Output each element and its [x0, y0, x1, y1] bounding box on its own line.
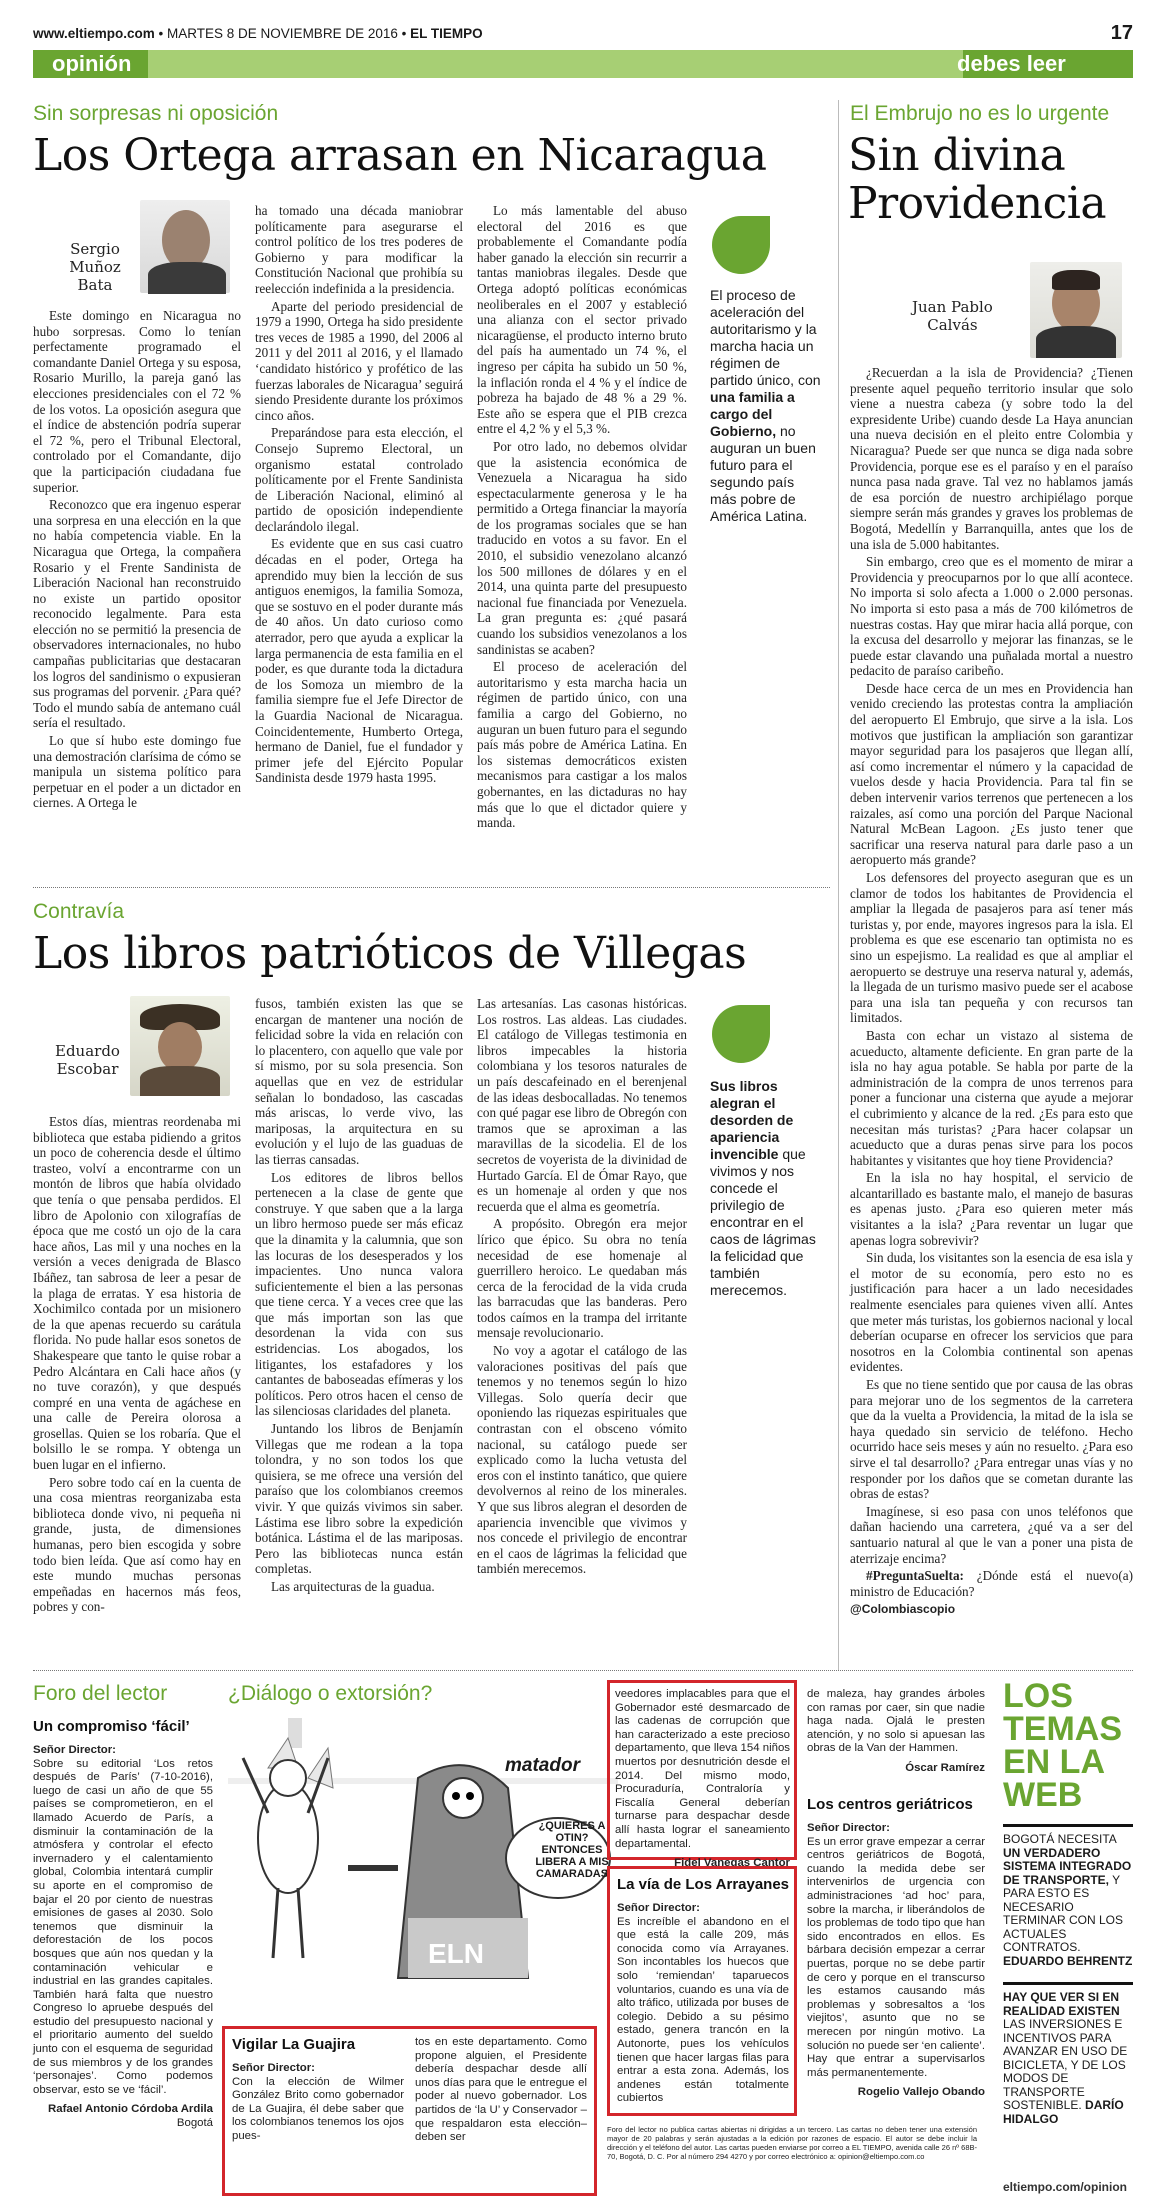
letter-title: Un compromiso ‘fácil’ [33, 1718, 190, 1735]
temas-item-behrentz[interactable]: BOGOTÁ NECESITA UN VERDADERO SISTEMA INTEGRADO DE TRANSPORTE, Y PARA ESTO ES NECESARIO TERMINAR CON LOS ACTUALES CONTRATOS. EDUARDO BEHRENTZ [1003, 1824, 1133, 1968]
header-date: MARTES 8 DE NOVIEMBRE DE 2016 [167, 26, 398, 41]
kicker-ortega: Sin sorpresas ni oposición [33, 102, 279, 125]
letter-geriatricos: Señor Director: Es un error grave empezar a cerrar centros geriátricos de Bogotá, cuando la medida debe ser intervenirlos de urgencia con administraciones ‘ad hoc’ para, sobre la marcha, ir liberándolos de los problemas de todo tipo que han sido encontrados en ellos. Es bárbara decisión empezar a cerrar puertas, porque no se debe partir de cero y porque en el transcurso les estamos causando más problemas y sobresaltos a ‘los viejitos’, asunto que no se merecen por ningún motivo. La solución no puede ser ‘en caliente’. Hay que entrar a supervisarlos más permanentemente. Rogelio Vallejo Obando [807, 1822, 985, 2099]
letter-title: Vigilar La Guajira [232, 2036, 356, 2053]
divider [33, 887, 830, 888]
ortega-col2: ha tomado una década maniobrar políticamente para asegurarse el control político de los tres poderes de Gobierno y para modificar la Constitución Nacional que prohibía su reelección indefinida a la presidencia. Aparte del periodo presidencial de 1979 a 1990, Ortega ha sido presidente tres veces de 1985 a 1990, del 2006 al 2011 y del 2011 al 2016, y el llamado ‘candidato histórico y profético de las fuerzas laborales de Nicaragua’ seguirá siendo Presidente durante los próximos cinco años. Preparándose para esta elección, el Consejo Supremo Electoral, un organismo estatal controlado políticamente por el Frente Sandinista de Liberación Nacional, eliminó al partido de oposición independiente declarándolo ilegal. Es evidente que en sus casi cuatro décadas en el poder, Ortega ha aprendido muy bien la lección de sus antiguos enemigos, la familia Somoza, que se sostuvo en el poder durante más de 40 años. Un dato curioso como aterrador, pero que ayuda a explicar la larga permanencia de esta familia en el poder, es que durante toda la dictadura de los Somoza un miembro de la familia siempre fue el Jefe Director de la Guardia Nacional de Nicaragua. Coincidentemente, Humberto Ortega, hermano de Daniel, fue el fundador y primer jefe del Ejército Popular Sandinista desde 1979 hasta 1995. [255, 203, 463, 786]
headline-villegas[interactable]: Los libros patrióticos de Villegas [33, 928, 747, 979]
foro-title: Foro del lector [33, 1682, 168, 1705]
quote-icon [712, 1005, 770, 1063]
villegas-col2: fusos, también existen las que se encargan de mantener una noción de felicidad sobre la vida en relación con lo placentero, con aquello que vale por sí mismo, por su sola presencia. Son aquellas que en vez de estridular señalan lo bondadoso, las cascadas más ariscas, lo verde vivo, las mariposas, la arquitectura en su evolución y el lujo de las guaduas de las tierras cansadas. Los editores de libros bellos pertenecen a la clase de gente que construye. Y que saben que a la larga un libro hermoso puede ser más eficaz que la dinamita y la calumnia, que son las locuras de los desesperados y los impacientes. Uno nunca valora suficientemente el bien a las personas que tiene cerca. Y a veces cree que las que más importan son las que desordenan la vida con sus estridencias. Los abogados, los litigantes, los estafadores y los cantantes de baboseadas efímeras y los políticos. Pero otros hacen el censo de las silenciosas claridades del planeta. Juntando los libros de Benjamín Villegas que me rodean a la topa tolondra, y no son todos los que quisiera, se me ofrece una versión del paraíso que los colombianos creemos vivir. Y que quizás vivimos sin saber. Lástima ese libro sobre la expedición botánica. Lástima el de las mariposas. Pero las bibliotecas nunca están completas. Las arquitecturas de la guadua. [255, 996, 463, 1594]
author-munoz: Sergio Muñoz Bata [69, 240, 121, 294]
pullquote-villegas: Sus libros alegran el desorden de apariencia invencible que vivimos y nos concede el privilegio de encontrar en el caos de lágrimas la felicidad que también merecemos. [710, 1078, 816, 1298]
letter-guajira-cont: veedores implacables para que el Gobernador esté desmarcado de las cadenas de corrupción que han caracterizado a este precioso departamento, que lleva 154 niños muertos por desnutrición desde el 2014. Del mismo modo, Procuraduría, Contraloría y Fiscalía General deberían turnarse para despachar desde allí hasta lograr el saneamiento departamental. Fidel Vanegas Cantor [615, 1688, 790, 1870]
letter-footnote: Foro del lector no publica cartas abiertas ni dirigidas a un tercero. Las cartas no deben tener una extensión mayor de 20 palabras y serán ajustadas a la edición por razones de espacio. El autor se debe incluir la dirección y el teléfono del autor. Las cartas pueden enviarse por correo a EL TIEMPO, avenida calle 26 nº 68B-70, Bogotá, D. C. Por al número 294 4270 y por correo electrónico a: opinion@eltiempo.com.co [607, 2125, 977, 2161]
letter-title: La vía de Los Arrayanes [617, 1876, 790, 1893]
villegas-col3: Las artesanías. Las casonas históricas. Los rostros. Las aldeas. Las ciudades. El catálogo de Villegas testimonia en libros impecables la historia colombiana y los tesoros naturales de un país descafeinado en el berenjenal de las ideas desbocalladas. No tenemos con qué pagar ese libro de Obregón con tramos que se aproximan a las maravillas de la sicodelia. El de los secretos de voyerista de la divinidad de Hurtado García. El de Ómar Rayo, que es un homenaje al orden y que nos recuerda que el alma es geometría. A propósito. Obregón era mejor lírico que épico. Su obra no tenía necesidad de ese homenaje al guerrillero heroico. Le quedaban más cerca de la ferocidad de la vida cruda las barracudas que las banderas. Pero todos caímos en la trampa del irritante mensaje revolucionario. No voy a agotar el catálogo de las valoraciones positivas del país que tenemos y no tenemos según lo hizo Villegas. Solo quería decir que oponiendo las riquezas espirituales que contrastan con el obsceno vómito nacional, su catálogo puede ser explicado como la lucha vetusta del eros con el instinto tanático, que quiere devolvernos al reino de los minerales. Y que sus libros alegran el desorden de apariencia invencible que vivimos y nos concede el privilegio de encontrar en el caos de lágrimas la felicidad que también merecemos. [477, 996, 687, 1577]
author-photo-calvas [1030, 262, 1122, 358]
debes-leer-label: debes leer [957, 51, 1066, 76]
letter-arrayanes-cont: de maleza, hay grandes árboles con ramas por caer, sin que nadie haga nada. Ojalá le presten atención, y no solo si apuesan las obras de la Van der Hammen. Óscar Ramírez [807, 1688, 985, 1774]
author-calvas: Juan Pablo Calvás [912, 298, 993, 334]
divider [33, 1670, 1133, 1671]
temas-title: LOS TEMAS EN LA WEB [1003, 1677, 1122, 1814]
letter-title: Los centros geriátricos [807, 1796, 973, 1813]
author-photo-escobar [130, 996, 230, 1096]
providencia-body: ¿Recuerdan a la isla de Providencia? ¿Tienen presente aquel pequeño territorio insular que solo viene a nuestra cabeza (y sobre todo la del expresidente Uribe) cuando desde La Haya anuncian una nueva decisión en el pleito entre Colombia y Nicaragua? Puede ser que nunca se diga nada sobre Providencia, porque ese es el paraíso y en el paraíso nunca pasa nada grave. Tal vez no hablamos jamás de esa porción de nuestro archipiélago porque siempre serán más grandes y graves los problemas de Bogotá, Medellín y Barranquilla, antes que los de una isla de 5.000 habitantes. Sin embargo, creo que es el momento de mirar a Providencia y preocuparnos por lo que allí acontece. No importa si solo afecta a 1.000 o 2.000 personas. No importa si esto pasa a más de 700 kilómetros de nuestras costas. Hay que mirar hacia allá porque, con la excusa del desarrollo y mejorar las finanzas, se le puede estar clavando una puñalada mortal a nuestro pedacito de paraíso caribeño. Desde hace cerca de un mes en Providencia han venido creciendo las protestas contra la ampliación del aeropuerto El Embrujo, que sirve a la isla. Los motivos que justifican la ampliación son garantizar mayor seguridad para los pasajeros que llegan allí, así como incrementar el número y la capacidad de vuelos desde y hacia Providencia. Para tal fin se deben intervenir varios terrenos que pertenecen a los raizales, así como una porción del Parque Nacional Natural McBean Lagoon. ¿Es justo tener que sacrificar una reserva natural para darle paso a un aeropuerto más grande? Los defensores del proyecto aseguran que es un clamor de todos los habitantes de Providencia el ampliar la llegada de pasajeros para así tener más turistas y, por ende, mayores ingresos para la isla. El problema es que ese escenario tan optimista no es sino un espejismo. La realidad es que al ampliar el aeropuerto se destruye una reserva natural y, además, la llegada de un turismo masivo puede ser el acabose para una isla tan pequeña y con recursos tan limitados. Basta con echar un vistazo al sistema de acueducto, altamente deficiente. En gran parte de la isla no hay agua potable. Se habla por parte de la administración de la compra de unos terrenos para poner a funcionar una cisterna que ayude a mejorar el cubrimiento y alcance de la red. ¿Es para esto que necesitan más turistas? ¿Para hacer colapsar un acueducto que a duras penas sirve para los pocos habitantes y visitantes que hoy tiene Providencia? En la isla no hay hospital, el servicio de alcantarillado es bastante malo, el manejo de basuras es apenas justo. ¿Para eso quieren meter más visitantes a la isla? ¿Para reventar un lugar que apenas logra sobrevivir? Sin duda, los visitantes son la esencia de esa isla y el motor de su economía, pero esto no es justificación para hacer a un lado necesidades realmente esenciales para quienes viven allí. Antes que meter más turistas, los gobiernos nacional y local deberían ocuparse en ofrecer los servicios que para nosotros en la Colombia continental son apenas evidentes. Es que no tiene sentido que por causa de las obras para mejorar uno de los segmentos de la carretera que da la vuelta a Providencia, la mitad de la isla se haya quedado sin servicio de teléfono. Hecho ocurrido hace seis meses y aún no resuelto. ¿Para eso sirve el tal desarrollo? ¿Para entregar unas vías y no responder por los daños que se cometan durante las obras de estas? Imagínese, si eso pasa con unos teléfonos que dañan haciendo una carretera, ¿qué va a ser del santuario natural al que le van a poner una pista de aterrizaje encima? #PreguntaSuelta: ¿Dónde está el nuevo(a) ministro de Educación? @Colombiascopio [850, 365, 1133, 1617]
letter-compromiso: Señor Director: Sobre su editorial ‘Los retos después de París’ (7-10-2016), luego de casi un año de que 55 países se comprometieron, en el llamado Acuerdo de París, a disminuir la contaminación de la atmósfera y controlar el efecto invernadero y el calentamiento global, Colombia intentará cumplir su aporte en el compromiso de bajar el 20 por ciento de nuestras emisiones de gases al 2030. Solo tenemos que disminuir la deforestación de los pocos bosques que aún nos quedan y la contaminación vehicular e industrial en las grandes capitales. También hará falta que nuestro Congreso lo apruebe después del estudio del presupuesto nacional y el prioritario aumento del sueldo junto con el esquema de seguridad de sus miembros y de los grandes ‘personajes’. Como podemos observar, esto se ve ‘fácil’. Rafael Antonio Córdoba Ardila Bogotá [33, 1744, 213, 2130]
letter-arrayanes: Señor Director: Es increíble el abandono en el que está la calle 209, más conocida como vía Arrayanes. Son incontables los huecos que solo ‘remiendan’ taparuecos voluntarios, cuando es una vía de alto tráfico, utilizada por buses de colegio. Debido a su pésimo estado, genera trancón en la Autonorte, pues los vehículos tienen que hacer largas filas para entrar a esta zona. Además, los andenes están totalmente cubiertos [617, 1902, 789, 2105]
section-label: opinión [52, 51, 132, 76]
kicker-embrujo: El Embrujo no es lo urgente [850, 102, 1110, 125]
temas-item-hidalgo[interactable]: HAY QUE VER SI EN REALIDAD EXISTEN LAS INVERSIONES E INCENTIVOS PARA AVANZAR EN USO DE BICICLETA, Y DE LOS MODOS DE TRANSPORTE SOSTENIBLE. DARÍO HIDALGO [1003, 1982, 1133, 2126]
letter-guajira-col1: Señor Director: Con la elección de Wilmer González Brito como gobernador de La Guajira, él debe saber que los colombianos tenemos los ojos pues- [232, 2062, 404, 2142]
hashtag[interactable]: #PreguntaSuelta: [866, 1568, 964, 1584]
headline-providencia[interactable]: Sin divina Providencia [848, 130, 1107, 229]
author-photo-munoz [140, 200, 230, 293]
cartoonist-name: matador [505, 1755, 580, 1776]
header: www.eltiempo.com • MARTES 8 DE NOVIEMBRE DE 2016 • EL TIEMPO 17 [33, 22, 1133, 44]
ortega-col3: Lo más lamentable del abuso electoral del 2016 es que probablemente el Comandante podía haber ganado la elección sin recurrir a tantas maniobras ilegales. Desde que Ortega adoptó políticas económicas neoliberales en el 2007 y estableció una alianza con el sector privado nicaragüense, el producto interno bruto del país ha aumentado un 74 %, el ingreso per cápita ha subido un 50 %, la inflación ronda el 4 % y el índice de pobreza ha bajado de 48 % a 29 %. Este año se espera que el PIB crezca entre el 4,2 % y el 5,3 %. Por otro lado, no debemos olvidar que la asistencia económica de Venezuela a Nicaragua ha sido espectacularmente generosa y le ha permitido a Ortega financiar la mayoría de los programas sociales que se han traducido en votos a su favor. En el 2010, el subsidio venezolano alcanzó los 500 millones de dólares y en el 2014, una quinta parte del presupuesto nacional fue financiada por Venezuela. La gran pregunta es: ¿qué pasará cuando los subsidios venezolanos a los sandinistas se acaben? El proceso de aceleración del autoritarismo y esta marcha hacia un régimen de partido único, con una familia a cargo del Gobierno, no auguran un buen futuro para el segundo país más pobre de América Latina. En los sistemas democráticos existen mecanismos para castigar a los malos gobernantes, en las dictaduras no hay más que lo que el dictador quiere y manda. [477, 203, 687, 831]
column-divider [838, 100, 839, 1670]
headline-ortega[interactable]: Los Ortega arrasan en Nicaragua [33, 130, 767, 181]
site-url[interactable]: www.eltiempo.com [33, 26, 155, 41]
author-escobar: Eduardo Escobar [55, 1042, 120, 1078]
kicker-contravia: Contravía [33, 900, 125, 923]
letter-guajira-col2: tos en este departamento. Como propone alguien, el Presidente debería despachar desde allí unos días para que le entregue el poder al nuevo gobernador. Los partidos de ‘la U’ y Conservador –que respaldaron esta elección– deben ser [415, 2036, 587, 2144]
ortega-col1: Este domingo en Nicaragua no hubo sorpresas. Como lo tenían perfectamente programado el comandante Daniel Ortega y su esposa, Rosario Murillo, la pareja ganó las elecciones presidenciales con el 72 % de los votos. La oposición asegura que el índice de abstención podría superar el 72 %, pero el Tribunal Electoral, controlado por el Comandante, dijo que la participación ciudadana fue superior. Reconozco que era ingenuo esperar una sorpresa en una elección en la que no había competencia viable. En la Nicaragua que Ortega, la compañera Rosario y el Frente Sandinista de Liberación Nacional han reconstruido no existe un partido opositor reconocido legalmente. Para esta elección no se permitió la presencia de observadores internacionales, no hubo campañas publicitarias que destacaran los logros del sandinismo o expusieran sus programas del porvenir. ¿Para qué? Todo el mundo sabía de antemano cuál sería el resultado. Lo que sí hubo este domingo fue una demostración clarísima de cómo se manipula un sistema político para perpetuar en el poder a un dictador en ciernes. A Ortega le [33, 308, 241, 811]
cartoon-speech: ¿QUIERES A OTIN? ENTONCES LIBERA A MIS CAMARADAS [535, 1820, 609, 1880]
cartoon-title: ¿Diálogo o extorsión? [228, 1682, 433, 1705]
twitter-handle[interactable]: @Colombiascopio [850, 1602, 956, 1617]
quote-icon [712, 216, 770, 274]
temas-sidebar [1003, 1677, 1133, 2126]
pullquote-ortega: El proceso de aceleración del autoritarismo y la marcha hacia un régimen de partido único, con una familia a cargo del Gobierno, no auguran un buen futuro para el segundo país más pobre de América Latina. [710, 287, 821, 524]
cartoon-eln-label: ELN [428, 1938, 484, 1969]
opinion-url[interactable]: eltiempo.com/opinion [1003, 2180, 1128, 2194]
villegas-col1: Estos días, mientras reordenaba mi biblioteca que estaba pidiendo a gritos un poco de coherencia desde el último trasteo, volví a encontrarme con un montón de libros que había olvidado que tenía o que pensaba perdidos. El libro de Apolonio con xilografías de época que me costó un ojo de la cara hace años, Las mil y una noches en la versión a veces denigrada de Blasco Ibáñez, tan sabrosa de leer a pesar de la plaga de erratas. Y esa historia de Xochimilco contada por un misionero de la que apenas recuerdo su carátula florida. No pude hallar esos sonetos de Shakespeare que tanto le quise robar a Pedro Alcántara en Cali hace años (y no tuve corazón), y que después compré en una venta de agáchese en una calle de Pereira olorosa a grosellas. Quien se los robaría. Que el bolsillo le se rompa. Y obtenga un buen lugar en el infierno. Pero sobre todo caí en la cuenta de una cosa mientras reorganizaba esta biblioteca donde vivo, ni pequeña ni grande, justa, de dimensiones humanas, pero bien escogida y sobre todo bien leída. Que así como hay en este mundo muchas personas empeñadas en hacernos más feos, pobres y con- [33, 1114, 241, 1615]
page-number: 17 [1110, 22, 1133, 44]
paper-name: EL TIEMPO [410, 26, 483, 41]
